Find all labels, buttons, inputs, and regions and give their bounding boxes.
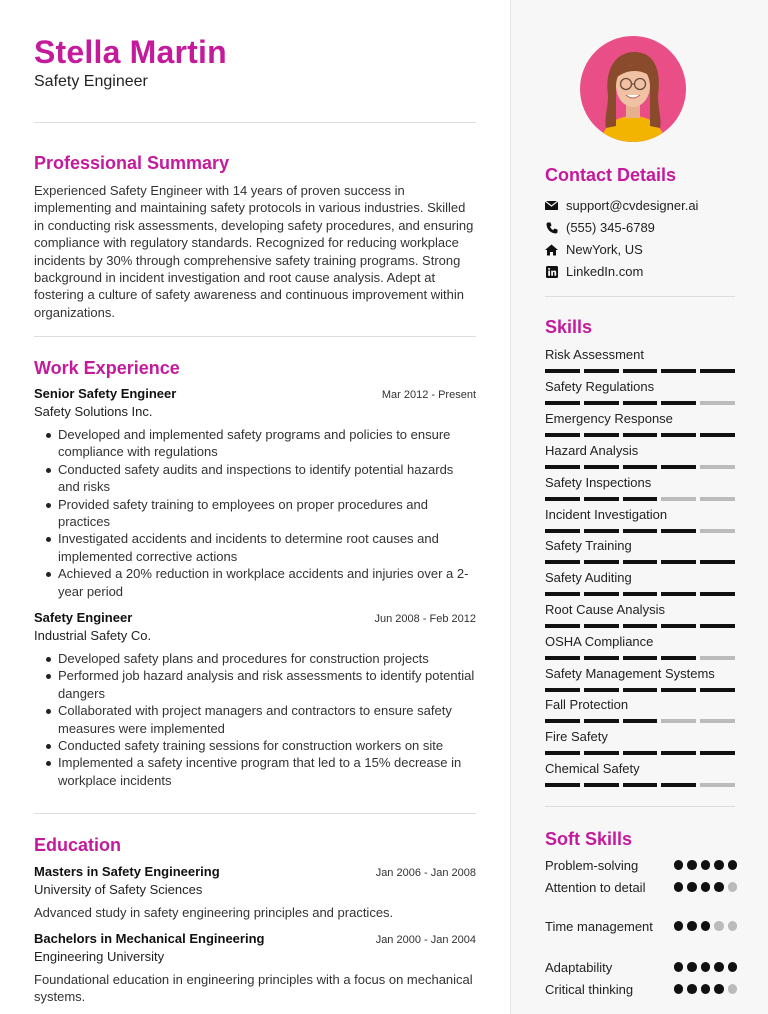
skill-item <box>545 507 735 533</box>
rating-dot <box>714 962 724 972</box>
divider <box>545 806 735 807</box>
linkedin-text: LinkedIn.com <box>566 264 644 279</box>
rating-dot <box>687 921 697 931</box>
rating-dot <box>701 984 711 994</box>
soft-skill-label: Critical thinking <box>545 982 634 997</box>
skill-meter-segment <box>700 656 735 660</box>
experience-heading: Work Experience <box>34 358 180 378</box>
job-dates: Mar 2012 - Present <box>381 389 476 401</box>
skill-meter <box>545 656 735 660</box>
education-entry <box>34 931 476 1006</box>
skill-meter-segment <box>584 497 619 501</box>
job-bullet: Provided safety training to employees on proper procedures and practices <box>34 496 476 531</box>
skill-meter-segment <box>700 719 735 723</box>
rating-dot <box>687 882 697 892</box>
job-bullet: Performed job hazard analysis and risk assessments to identify potential dangers <box>34 667 476 702</box>
soft-skills-heading: Soft Skills <box>545 829 633 849</box>
location-text: NewYork, US <box>566 242 643 257</box>
skill-label: Hazard Analysis <box>545 443 639 458</box>
profile-photo <box>580 36 686 142</box>
rating-dot <box>701 860 711 870</box>
rating-dot <box>728 860 738 870</box>
skill-item <box>545 443 735 469</box>
rating-dot <box>687 860 697 870</box>
skill-meter-segment <box>584 783 619 787</box>
skill-meter <box>545 719 735 723</box>
skill-meter-segment <box>584 401 619 405</box>
skill-meter-segment <box>700 688 735 692</box>
rating-dot <box>714 984 724 994</box>
skill-meter-segment <box>661 401 696 405</box>
skill-label: Risk Assessment <box>545 347 644 362</box>
job-company: Industrial Safety Co. <box>34 628 152 643</box>
skill-item <box>545 761 735 787</box>
skill-meter-segment <box>584 592 619 596</box>
skill-meter-segment <box>584 465 619 469</box>
linkedin-icon <box>545 265 558 278</box>
skill-item <box>545 697 735 723</box>
skill-meter-segment <box>623 369 658 373</box>
soft-skill-label: Problem-solving <box>545 858 639 873</box>
skill-item <box>545 634 735 660</box>
skill-meter-segment <box>545 560 580 564</box>
job-entry <box>34 610 476 789</box>
rating-dot <box>728 882 738 892</box>
skill-meter-segment <box>545 529 580 533</box>
skill-meter-segment <box>661 751 696 755</box>
skill-meter <box>545 560 735 564</box>
home-icon <box>545 243 558 256</box>
skill-item <box>545 411 735 437</box>
job-bullets <box>34 426 476 600</box>
soft-skill-rating <box>674 882 738 892</box>
skill-label: Chemical Safety <box>545 761 640 776</box>
skill-meter-segment <box>661 624 696 628</box>
skill-meter-segment <box>584 529 619 533</box>
skill-label: Incident Investigation <box>545 507 668 522</box>
summary-text: Experienced Safety Engineer with 14 years of proven success in implementing and maintaining safety protocols in various industries. Skilled in conducting risk assessments, developing safety procedures, and ensuring compliance with regulatory standards. Recognized for reducing workplace incidents by 30% through comprehensive safety training programs. Strong background in incident investigation and root cause analysis. Adept at fostering a culture of safety awareness and continuous improvement within organizations. <box>34 183 474 320</box>
job-bullet: Implemented a safety incentive program that led to a 15% decrease in workplace incidents <box>34 754 476 789</box>
job-bullet: Conducted safety training sessions for construction workers on site <box>34 737 476 754</box>
skill-meter-segment <box>661 719 696 723</box>
skill-meter-segment <box>623 465 658 469</box>
skill-meter <box>545 688 735 692</box>
skill-item <box>545 379 735 405</box>
skill-meter-segment <box>545 688 580 692</box>
skill-meter <box>545 465 735 469</box>
soft-skill-label: Attention to detail <box>545 880 646 895</box>
soft-skill-label: Adaptability <box>545 960 613 975</box>
skill-meter-segment <box>584 688 619 692</box>
skill-meter-segment <box>584 624 619 628</box>
job-bullet: Achieved a 20% reduction in workplace accidents and injuries over a 2-year period <box>34 565 476 600</box>
rating-dot <box>714 860 724 870</box>
phone-text: (555) 345-6789 <box>566 220 655 235</box>
skill-meter-segment <box>700 497 735 501</box>
skill-meter-segment <box>623 719 658 723</box>
skill-label: OSHA Compliance <box>545 634 654 649</box>
skills-heading: Skills <box>545 317 593 337</box>
job-bullets <box>34 650 476 789</box>
candidate-title: Safety Engineer <box>34 73 148 90</box>
skill-meter-segment <box>545 592 580 596</box>
email-text: support@cvdesigner.ai <box>566 198 699 213</box>
skill-meter-segment <box>545 751 580 755</box>
skill-meter-segment <box>661 783 696 787</box>
rating-dot <box>701 921 711 931</box>
skill-meter <box>545 369 735 373</box>
skill-meter-segment <box>623 751 658 755</box>
job-company: Safety Solutions Inc. <box>34 404 153 419</box>
skill-item <box>545 475 735 501</box>
rating-dot <box>687 962 697 972</box>
skill-meter <box>545 751 735 755</box>
skill-meter-segment <box>661 560 696 564</box>
skill-meter-segment <box>700 465 735 469</box>
skill-label: Safety Auditing <box>545 570 632 585</box>
skill-meter-segment <box>661 433 696 437</box>
skill-label: Safety Regulations <box>545 379 655 394</box>
skill-meter-segment <box>545 656 580 660</box>
skill-meter-segment <box>623 783 658 787</box>
soft-skill-rating <box>674 984 738 994</box>
contact-location <box>545 242 745 257</box>
skill-meter-segment <box>545 369 580 373</box>
skill-label: Safety Training <box>545 538 632 553</box>
job-title: Safety Engineer <box>34 610 133 625</box>
skill-meter-segment <box>700 433 735 437</box>
phone-icon <box>545 221 558 234</box>
skill-meter <box>545 433 735 437</box>
skill-item <box>545 570 735 596</box>
skill-meter-segment <box>661 592 696 596</box>
skill-meter-segment <box>545 497 580 501</box>
skill-meter-segment <box>623 592 658 596</box>
rating-dot <box>674 921 684 931</box>
education-heading: Education <box>34 835 122 855</box>
rating-dot <box>674 882 684 892</box>
soft-skill-label: Time management <box>545 919 653 934</box>
school: University of Safety Sciences <box>34 882 203 897</box>
rating-dot <box>728 984 738 994</box>
skill-meter-segment <box>623 688 658 692</box>
skill-item <box>545 538 735 564</box>
skill-label: Root Cause Analysis <box>545 602 665 617</box>
skill-meter-segment <box>623 624 658 628</box>
job-bullet: Investigated accidents and incidents to determine root causes and implemented corrective actions <box>34 530 476 565</box>
envelope-icon <box>545 199 558 212</box>
skill-meter-segment <box>700 783 735 787</box>
skill-meter-segment <box>584 433 619 437</box>
rating-dot <box>701 882 711 892</box>
skill-meter <box>545 497 735 501</box>
soft-skill-rating <box>674 860 738 870</box>
rating-dot <box>674 962 684 972</box>
soft-skill-rating <box>674 962 738 972</box>
rating-dot <box>714 882 724 892</box>
skill-meter-segment <box>584 560 619 564</box>
rating-dot <box>728 921 738 931</box>
job-entry <box>34 386 476 600</box>
skill-meter-segment <box>700 624 735 628</box>
skill-meter-segment <box>661 369 696 373</box>
education-description: Advanced study in safety engineering principles and practices. <box>34 905 394 920</box>
contact-heading: Contact Details <box>545 165 677 185</box>
rating-dot <box>674 984 684 994</box>
skill-meter-segment <box>623 529 658 533</box>
contact-linkedin[interactable] <box>545 264 745 279</box>
skill-meter-segment <box>584 719 619 723</box>
skill-meter <box>545 783 735 787</box>
skill-meter-segment <box>545 465 580 469</box>
rating-dot <box>714 921 724 931</box>
skill-meter-segment <box>700 369 735 373</box>
rating-dot <box>701 962 711 972</box>
soft-skill-rating <box>674 921 738 931</box>
degree: Masters in Safety Engineering <box>34 864 220 879</box>
job-bullet: Developed safety plans and procedures for construction projects <box>34 650 476 667</box>
candidate-name: Stella Martin <box>34 34 227 70</box>
rating-dot <box>687 984 697 994</box>
skill-item <box>545 729 735 755</box>
skill-meter-segment <box>545 783 580 787</box>
contact-email[interactable] <box>545 198 745 213</box>
skill-meter-segment <box>700 560 735 564</box>
skill-meter <box>545 592 735 596</box>
skill-meter-segment <box>545 719 580 723</box>
education-dates: Jan 2006 - Jan 2008 <box>375 867 476 879</box>
skill-meter-segment <box>623 656 658 660</box>
skill-label: Safety Management Systems <box>545 666 715 681</box>
skill-meter-segment <box>623 560 658 564</box>
contact-phone[interactable] <box>545 220 745 235</box>
skill-meter-segment <box>545 401 580 405</box>
job-bullet: Developed and implemented safety programs and policies to ensure compliance with regulations <box>34 426 476 461</box>
skill-meter-segment <box>584 751 619 755</box>
skill-meter-segment <box>661 656 696 660</box>
skill-meter <box>545 624 735 628</box>
skill-meter-segment <box>700 592 735 596</box>
school: Engineering University <box>34 949 165 964</box>
summary-heading: Professional Summary <box>34 153 230 173</box>
education-entry <box>34 864 476 921</box>
skill-item <box>545 602 735 628</box>
skill-meter-segment <box>623 401 658 405</box>
rating-dot <box>674 860 684 870</box>
skill-meter-segment <box>700 401 735 405</box>
divider <box>34 813 476 814</box>
divider <box>34 336 476 337</box>
rating-dot <box>728 962 738 972</box>
skill-meter <box>545 401 735 405</box>
job-dates: Jun 2008 - Feb 2012 <box>374 613 476 625</box>
skill-label: Safety Inspections <box>545 475 652 490</box>
skill-meter-segment <box>584 369 619 373</box>
skill-item <box>545 666 735 692</box>
skill-meter-segment <box>623 497 658 501</box>
skill-meter-segment <box>661 688 696 692</box>
degree: Bachelors in Mechanical Engineering <box>34 931 265 946</box>
job-title: Senior Safety Engineer <box>34 386 177 401</box>
skill-meter-segment <box>661 529 696 533</box>
job-bullet: Collaborated with project managers and contractors to ensure safety measures were implemented <box>34 702 476 737</box>
skill-meter-segment <box>584 656 619 660</box>
skill-meter-segment <box>545 433 580 437</box>
skill-label: Fall Protection <box>545 697 629 712</box>
skill-meter-segment <box>661 497 696 501</box>
skill-label: Emergency Response <box>545 411 673 426</box>
skill-meter <box>545 529 735 533</box>
education-description: Foundational education in engineering principles with a focus on mechanical systems. <box>34 972 473 1005</box>
skill-meter-segment <box>545 624 580 628</box>
skill-meter-segment <box>700 751 735 755</box>
skill-meter-segment <box>700 529 735 533</box>
job-bullet: Conducted safety audits and inspections to identify potential hazards and risks <box>34 461 476 496</box>
divider <box>34 122 476 123</box>
skill-meter-segment <box>623 433 658 437</box>
divider <box>545 296 735 297</box>
skill-item <box>545 347 735 373</box>
skill-label: Fire Safety <box>545 729 608 744</box>
skill-meter-segment <box>661 465 696 469</box>
education-dates: Jan 2000 - Jan 2004 <box>375 934 476 946</box>
